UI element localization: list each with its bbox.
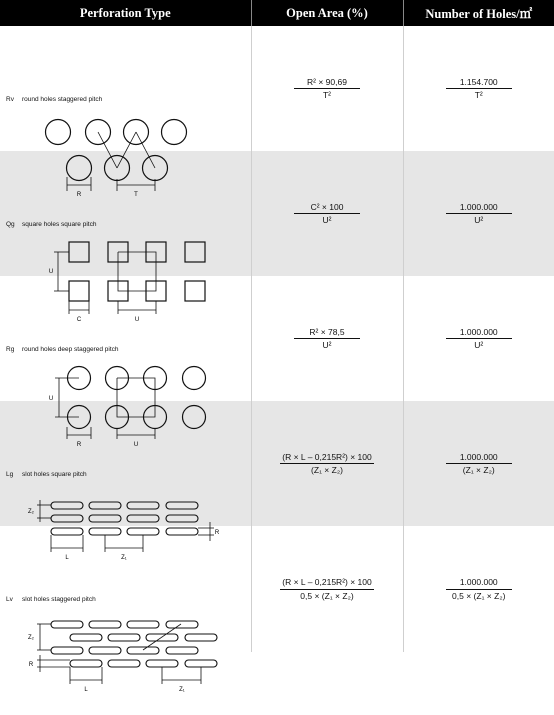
open-area-formula bbox=[252, 453, 403, 475]
holes-formula bbox=[404, 328, 554, 350]
diagram-label-z1: Z₁ bbox=[179, 687, 185, 693]
open-area-formula bbox=[252, 328, 403, 350]
rv-diagram bbox=[0, 89, 251, 214]
formula-denominator: U² bbox=[252, 214, 403, 225]
formula-numerator: 1.000.000 bbox=[446, 453, 512, 465]
open-area-formula bbox=[252, 203, 403, 225]
formula-denominator: 0,5 × (Z₁ × Z₂) bbox=[404, 590, 554, 601]
formula-denominator: T² bbox=[404, 89, 554, 100]
diagram-label-l: L bbox=[84, 687, 88, 693]
formula-numerator: 1.000.000 bbox=[446, 203, 512, 215]
formula-numerator: (R × L – 0,215R²) × 100 bbox=[280, 578, 373, 590]
diagram-label-t: T bbox=[134, 192, 138, 198]
formula-numerator: R² × 90,69 bbox=[294, 78, 360, 90]
holes-cell bbox=[403, 26, 554, 151]
holes-cell bbox=[403, 401, 554, 526]
diagram-label-z1: Z₁ bbox=[121, 555, 127, 561]
holes-cell bbox=[403, 526, 554, 652]
lg-diagram bbox=[0, 464, 251, 589]
diagram-label-u-vertical: U bbox=[49, 396, 53, 402]
formula-denominator: 0,5 × (Z₁ × Z₂) bbox=[252, 590, 403, 601]
perforation-code: Rg bbox=[6, 346, 22, 353]
formula-numerator: (R × L – 0,215R²) × 100 bbox=[280, 453, 373, 465]
diagram-label-r: R bbox=[215, 530, 220, 536]
diagram-label-u: U bbox=[135, 317, 139, 323]
diagram-label-r: R bbox=[77, 442, 82, 448]
formula-denominator: U² bbox=[404, 214, 554, 225]
perforation-code: Lv bbox=[6, 596, 22, 603]
diagram-label-u: U bbox=[134, 442, 138, 448]
holes-formula bbox=[404, 453, 554, 475]
rg-diagram bbox=[0, 339, 251, 464]
formula-denominator: (Z₁ × Z₂) bbox=[404, 464, 554, 475]
diagram-label-z2: Z₂ bbox=[28, 635, 35, 641]
open-area-cell bbox=[251, 401, 403, 526]
header-perforation-type: Perforation Type bbox=[0, 0, 251, 26]
perforation-name: round holes staggered pitch bbox=[22, 96, 102, 103]
open-area-cell bbox=[251, 151, 403, 276]
perforation-code: Qg bbox=[6, 221, 22, 228]
open-area-formula bbox=[252, 578, 403, 600]
formula-denominator: U² bbox=[252, 339, 403, 350]
open-area-cell bbox=[251, 26, 403, 151]
qg-diagram bbox=[0, 214, 251, 339]
formula-numerator: 1.000.000 bbox=[446, 328, 512, 340]
diagram-label-z2: Z₂ bbox=[28, 509, 35, 515]
formula-numerator: 1.000.000 bbox=[446, 578, 512, 590]
table-row-rv bbox=[0, 26, 554, 151]
diagram-label-u-vertical: U bbox=[49, 269, 53, 275]
perforation-code: Lg bbox=[6, 471, 22, 478]
formula-numerator: R² × 78,5 bbox=[294, 328, 360, 340]
formula-denominator: U² bbox=[404, 339, 554, 350]
diagram-label-r: R bbox=[77, 192, 82, 198]
perforation-name: slot holes square pitch bbox=[22, 471, 87, 478]
header-number-of-holes: Number of Holes/㎡ bbox=[403, 0, 554, 26]
perforation-name: slot holes staggered pitch bbox=[22, 596, 96, 603]
holes-formula bbox=[404, 203, 554, 225]
open-area-cell bbox=[251, 276, 403, 401]
perforation-code: Rv bbox=[6, 96, 22, 103]
formula-denominator: (Z₁ × Z₂) bbox=[252, 464, 403, 475]
formula-numerator: C² × 100 bbox=[294, 203, 360, 215]
holes-cell bbox=[403, 151, 554, 276]
formula-numerator: 1.154.700 bbox=[446, 78, 512, 90]
header-row bbox=[0, 0, 554, 26]
header-open-area: Open Area (%) bbox=[251, 0, 403, 26]
perforation-name: round holes deep staggered pitch bbox=[22, 346, 119, 353]
perforation-name: square holes square pitch bbox=[22, 221, 96, 228]
lv-diagram bbox=[0, 589, 251, 715]
holes-cell bbox=[403, 276, 554, 401]
open-area-formula bbox=[252, 78, 403, 100]
holes-formula bbox=[404, 78, 554, 100]
diagram-label-l: L bbox=[65, 555, 69, 561]
diagram-label-c: C bbox=[77, 317, 82, 323]
diagram-label-r: R bbox=[29, 662, 34, 668]
formula-denominator: T² bbox=[252, 89, 403, 100]
holes-formula bbox=[404, 578, 554, 600]
open-area-cell bbox=[251, 526, 403, 652]
